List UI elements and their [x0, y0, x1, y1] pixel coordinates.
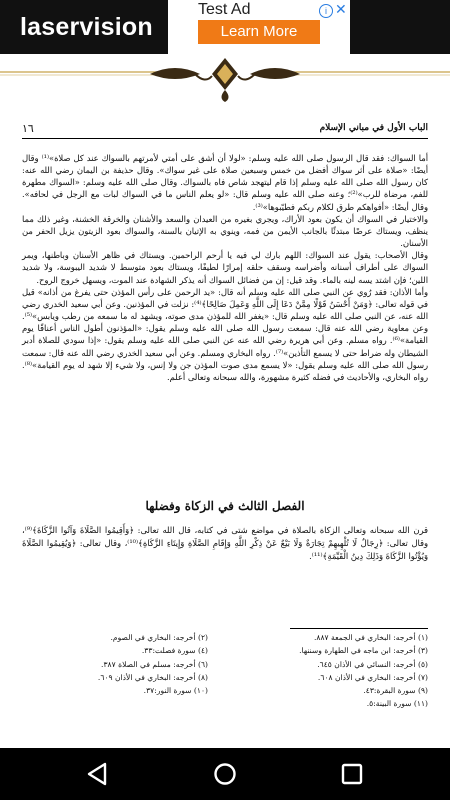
- footnote: (٤) سورة فصلت:٣٣.: [141, 646, 208, 656]
- footnote: (٢) أخرجه: البخاري في الصوم.: [110, 633, 208, 642]
- section-body: [22, 524, 428, 563]
- paragraph-zakat: قرن الله سبحانه وتعالى الزكاة بالصلاة في مواضع شتى في كتابه، قال الله تعالى: ﴿وَأَقِيمُوا الصَّلَاةَ وَآتُوا الزَّكَاةَ﴾⁽⁹⁾، وقال تعالى: ﴿رِجَالٌ لَا تُلْهِيهِمْ تِجَارَةٌ وَلَا بَيْعٌ عَنْ ذِكْرِ اللَّهِ وَإِقَامِ الصَّلَاةِ وَإِيتَاءِ الزَّكَاةِ﴾⁽¹⁰⁾، وقال تعالى: ﴿وَيُقِيمُوا الصَّلَاةَ وَيُؤْتُوا الزَّكَاةَ وَذَلِكَ دِينُ الْقَيِّمَةِ﴾⁽¹¹⁾.: [22, 525, 428, 561]
- recent-apps-icon[interactable]: [338, 760, 366, 788]
- footnotes-left-column: [8, 631, 208, 697]
- footnote: (٧) أخرجه: البخاري في الأذان ٦٠٨.: [317, 672, 428, 682]
- footnotes-right-column: [228, 631, 428, 711]
- ad-banner[interactable]: [0, 0, 450, 54]
- ad-brand-logo[interactable]: laservision: [20, 13, 153, 41]
- ornament-divider: [0, 54, 450, 104]
- chapter-title: الباب الأول في مباني الإسلام: [319, 123, 428, 133]
- footnote: (٦) أخرجه: مسلم في الصلاة ٣٨٧.: [101, 659, 208, 669]
- paragraph-siwak-choice: والاختيار في السواك أن يكون بعود الأراك، ويجري بغيره من العيدان والسعد والأشنان والخرقة الخشنة، وغير ذلك مما ينظف، ويستاك عرضًا مبتدئًا بالجانب الأيمن من فمه، وينوي به الإتيان بالسنة، والسواك بعود الزيتون يزيل الحفر من الأسنان.: [22, 213, 428, 249]
- footnote: (٥) أخرجه: النسائي في الأذان ٦٤٥.: [317, 659, 428, 669]
- paragraph-adhan: وأما الأذان: فقد رُوي عن النبي صلى الله عليه وسلم أنه قال: «يد الرحمن على رأس المؤذن حتى يفرغ من أذانه» قيل في قوله تعالى: ﴿وَمَنْ أَحْسَنُ قَوْلًا مِمَّنْ دَعَا إِلَى اللَّهِ وَعَمِلَ صَالِحًا﴾⁽⁴⁾: نزلت في المؤذنين. وعن أبي سعيد الخدري رضي الله عنه، عن النبي صلى الله عليه وسلم قال: «يغفر الله للمؤذن مدى صوته، ويشهد له ما سمعه من رطب ويابس»⁽⁵⁾. وعن معاوية رضي الله عنه قال: سمعت رسول الله صلى الله عليه وسلم يقول: «المؤذنون أطول الناس أعناقًا يوم القيامة»⁽⁶⁾. رواه مسلم. وعن أبي هريرة رضي الله عنه عن النبي صلى الله عليه وسلم يقول: «إذا سودي للصلاة أدبر الشيطان وله ضراط حتى لا يسمع التأذين»⁽⁷⁾. رواه البخاري ومسلم. وعن أبي سعيد الخدري رضي الله عنه قال: سمعت رسول الله صلى الله عليه وسلم يقول: «لا يسمع مدى صوت المؤذن جن ولا إنس، ولا شيء إلا شهد له يوم القيامة»⁽⁸⁾. رواه البخاري، والأحاديث في فضله كثيرة مشهورة، والله سبحانه وتعالى أعلم.: [22, 286, 429, 382]
- navigation-bar: [0, 748, 450, 800]
- section-title: الفصل الثالث في الزكاة وفضلها: [145, 499, 305, 513]
- footnote: (٨) أخرجه: البخاري في الأذان ٦٠٩.: [97, 672, 208, 682]
- footnote: (١٠) سورة النور:٣٧.: [143, 686, 208, 696]
- ornament-icon: [0, 54, 450, 104]
- footnote: (١١) سورة البينة:٥.: [366, 699, 428, 709]
- page-number: ١٦: [22, 122, 34, 135]
- back-icon[interactable]: [84, 760, 112, 788]
- ad-test-label: Test Ad: [198, 1, 251, 18]
- page-body: [22, 152, 428, 383]
- ad-close-icon[interactable]: ✕: [335, 1, 347, 17]
- home-icon[interactable]: [211, 760, 239, 788]
- ad-info-icon[interactable]: i: [319, 4, 333, 18]
- footnote: (٣) أخرجه: ابن ماجه في الطهارة وسننها.: [299, 646, 428, 656]
- ad-panel: [168, 0, 350, 54]
- footnote-divider: [290, 628, 428, 629]
- ad-learn-more-button[interactable]: Learn More: [198, 20, 320, 44]
- page-header: [22, 122, 428, 139]
- paragraph-siwak-method: وقال الأصحاب: يقول عند السواك: اللهم بارك لي فيه يا أرحم الراحمين. ويستاك في ظاهر الأسنان وباطنها، ويمر السواك على أطراف أسنانه وأضراسه وسقف حلقه إمرارًا لطيفًا، ويستاك بعود متوسط لا شديد اليبوسة، ولا شديد اللين؛ فإن اشتد يسه لينه بالماء. وقد قيل: إن من فضائل السواك أنه يذكر الشهادة عند الموت، ويسهل خروج الروح.: [22, 250, 428, 285]
- paragraph-siwak: أما السواك: فقد قال الرسول صلى الله عليه وسلم: «لولا أن أشق على أمتي لأمرتهم بالسواك عند كل صلاة»⁽¹⁾ وقال أيضًا: «صلاة على أثر سواك أفضل من خمس وسبعين صلاة على غير سواك». وقال حذيفة بن اليمان رضي الله عنه: كان رسول الله صلى الله عليه وسلم إذا قام ليتهجد شاص فاه بالسواك. وقال صلى الله عليه وسلم: «السواك مطهرة للفم، مرضاة للرب»⁽²⁾؛ وعنه صلى الله عليه وسلم قال: «لو يعلم الناس ما في السواك لبات مع الرجل في لحافه». وقال أيضًا: «أفواهكم طرق لكلام ربكم فطيّبوها»⁽³⁾.: [22, 153, 428, 212]
- footnote: (٩) سورة البقرة:٤٣.: [363, 686, 428, 696]
- footnote: (١) أخرجه: البخاري في الجمعة ٨٨٧.: [313, 633, 428, 642]
